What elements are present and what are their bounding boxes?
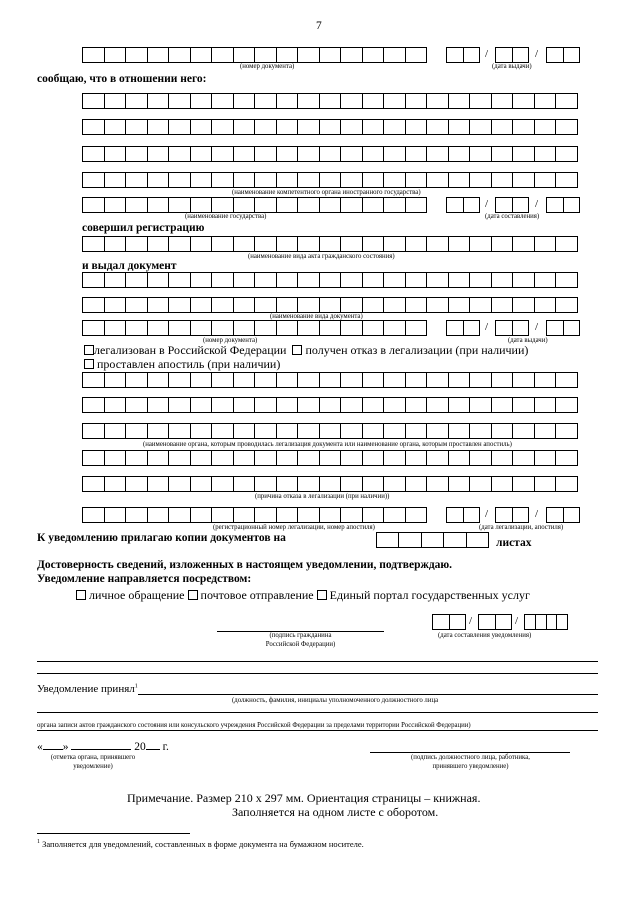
label-informs: сообщаю, что в отношении него: [37, 73, 207, 85]
caption-date-compiled: (дата составления) [485, 213, 540, 220]
date-year-grid[interactable] [546, 320, 580, 336]
competent-body-row-1[interactable] [82, 93, 578, 109]
doc-type-row-2[interactable] [82, 297, 578, 313]
label-sent-via: Уведомление направляется посредством: [37, 573, 252, 585]
received-month-field[interactable] [71, 749, 131, 750]
date-slash: / [535, 198, 539, 210]
date-year-grid[interactable] [546, 197, 580, 213]
label-issued-doc: и выдал документ [82, 260, 177, 272]
caption-official-position: (должность, фамилия, инициалы уполномоченного должностного лица [232, 697, 439, 704]
separator-line [37, 730, 598, 731]
official-position-line-2[interactable] [37, 712, 598, 713]
refused-label: получен отказ в легализации (при наличии) [305, 343, 529, 357]
date-day-grid[interactable] [446, 47, 480, 63]
caption-notice-date: (дата составления уведомления) [438, 632, 532, 639]
footnote-ref: 1 [134, 683, 138, 690]
portal-checkbox[interactable] [317, 590, 327, 600]
caption-doc-number: (номер документа) [240, 63, 295, 70]
date-slash: / [535, 508, 539, 520]
portal-label: Единый портал государственных услуг [329, 588, 530, 602]
label-attach: К уведомлению прилагаю копии документов на [37, 532, 286, 544]
caption-doc-type: (наименование вида документа) [270, 313, 363, 320]
reg-number-grid[interactable] [82, 507, 427, 523]
doc-type-row-1[interactable] [82, 272, 578, 288]
refusal-reason-row-1[interactable] [82, 450, 578, 466]
competent-body-row-2[interactable] [82, 119, 578, 135]
caption-citizen-signature: (подпись гражданина Российской Федерации) [265, 632, 336, 648]
date-slash: / [485, 508, 489, 520]
date-day-grid[interactable] [446, 197, 480, 213]
received-day-field[interactable] [43, 749, 63, 750]
notice-date-month-grid[interactable] [478, 614, 512, 630]
legalizing-body-row-3[interactable] [82, 423, 578, 439]
legalized-label: легализован в Российской Федерации [94, 343, 287, 357]
quote-close: » [62, 741, 69, 753]
label-accepted: Уведомление принял [37, 683, 135, 695]
competent-body-row-3[interactable] [82, 146, 578, 162]
legalizing-body-row-2[interactable] [82, 397, 578, 413]
date-month-grid[interactable] [495, 47, 529, 63]
post-label: почтовое отправление [200, 588, 314, 602]
footnote-text: Заполняется для уведомлений, составленных в форме документа на бумажном носителе. [42, 839, 364, 849]
date-day-grid[interactable] [446, 507, 480, 523]
official-position-line[interactable] [138, 694, 598, 695]
apostille-label: проставлен апостиль (при наличии) [97, 357, 281, 371]
legalized-checkbox[interactable] [84, 345, 94, 355]
received-year-field[interactable] [146, 749, 160, 750]
date-suffix: г. [162, 741, 169, 753]
doc-number-grid[interactable] [82, 47, 427, 63]
separator-line [37, 673, 598, 674]
page-number: 7 [316, 20, 322, 32]
sheets-count-grid[interactable] [376, 532, 489, 548]
date-slash: / [515, 615, 519, 627]
caption-doc-number: (номер документа) [203, 337, 258, 344]
received-date [37, 741, 169, 753]
legalizing-body-row-1[interactable] [82, 372, 578, 388]
date-slash: / [535, 48, 539, 60]
footnote [37, 839, 364, 849]
quote-open: « [37, 741, 43, 753]
legalization-options [84, 343, 528, 358]
date-slash: / [485, 198, 489, 210]
caption-official-signature: (подпись должностного лица, работника, принявшего уведомление) [411, 754, 530, 770]
notice-date-day-grid[interactable] [432, 614, 466, 630]
caption-state-name: (наименование государства) [185, 213, 267, 220]
note-line-1: Примечание. Размер 210 х 297 мм. Ориентация страницы – книжная. [127, 791, 481, 805]
year-prefix: 20 [134, 741, 146, 753]
accepted-label-wrap [37, 683, 138, 695]
personal-label: личное обращение [89, 588, 185, 602]
apostille-checkbox[interactable] [84, 359, 94, 369]
doc-number-grid[interactable] [82, 320, 427, 336]
notice-date-year-grid[interactable] [524, 614, 568, 630]
caption-receiving-body-mark: (отметка органа, принявшего уведомление) [50, 754, 136, 770]
label-registered: совершил регистрацию [82, 222, 205, 234]
competent-body-row-4[interactable] [82, 172, 578, 188]
caption-date-legal: (дата легализации, апостиля) [479, 524, 564, 531]
caption-legalizing-body: (наименование органа, которым проводилась легализация документа или наименование органа, которым проставлен апостиль) [143, 441, 512, 448]
footnote-separator [37, 833, 190, 834]
refused-checkbox[interactable] [292, 345, 302, 355]
caption-reg-number: (регистрационный номер легализации, номер апостиля) [213, 524, 375, 531]
date-slash: / [485, 48, 489, 60]
date-slash: / [535, 321, 539, 333]
label-sheets: листах [496, 537, 532, 549]
official-signature-line[interactable] [370, 752, 570, 753]
date-slash: / [469, 615, 473, 627]
post-checkbox[interactable] [188, 590, 198, 600]
caption-competent-body: (наименование компетентного органа иностранного государства) [232, 189, 421, 196]
refusal-reason-row-2[interactable] [82, 476, 578, 492]
caption-refusal-reason: (причина отказа в легализации (при наличии)) [255, 493, 390, 500]
state-name-grid[interactable] [82, 197, 427, 213]
act-type-grid[interactable] [82, 236, 578, 252]
caption-authority-line: органа записи актов гражданского состояния или консульского учреждения Российской Федерации за пределами территории Российской Федерации) [37, 722, 471, 729]
caption-date-issued: (дата выдачи) [492, 63, 532, 70]
date-month-grid[interactable] [495, 320, 529, 336]
apostille-option [84, 357, 280, 372]
delivery-options [76, 588, 530, 603]
label-confirm: Достоверность сведений, изложенных в настоящем уведомлении, подтверждаю. [37, 559, 453, 571]
date-month-grid[interactable] [495, 507, 529, 523]
footnote-mark: 1 [37, 839, 40, 846]
note-line-2: Заполняется на одном листе с оборотом. [232, 805, 439, 819]
date-year-grid[interactable] [546, 47, 580, 63]
caption-act-type: (наименование вида акта гражданского состояния) [248, 253, 395, 260]
personal-checkbox[interactable] [76, 590, 86, 600]
date-month-grid[interactable] [495, 197, 529, 213]
caption-date-issued: (дата выдачи) [508, 337, 548, 344]
date-year-grid[interactable] [546, 507, 580, 523]
date-day-grid[interactable] [446, 320, 480, 336]
separator-line [37, 661, 598, 662]
date-slash: / [485, 321, 489, 333]
